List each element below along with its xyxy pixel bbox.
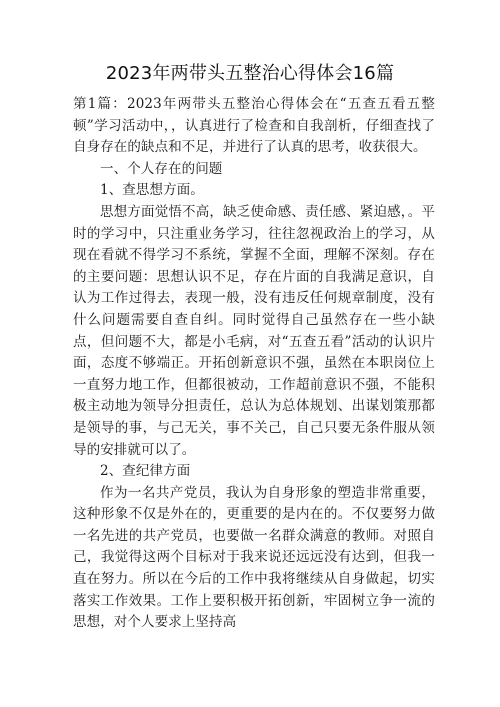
section-heading: 一、个人存在的问题 (100, 160, 223, 177)
body-paragraph: 思想方面觉悟不高，缺乏使命感、责任感、紧迫感，。平时的学习中，只注重业务学习，往往忽视政治上的学习，从现在看就不得学习不系统，掌握不全面，理解不深刻。存在的主要问题：思想认识不足，存在片面的自我满足意识，自认为工作过得去，表现一般，没有违反任何规章制度，没有什么问题需要自查自纠。同时觉得自己虽然存在一些小缺点，但问题不大，都是小毛病，对“五查五看”活动的认识片面，态度不够端正。开拓创新意识不强，虽然在本职岗位上一直努力地工作，但都很被动，工作超前意识不强，不能积极主动地为领导分担责任，总认为总体规划、出谋划策那都是领导的事，与己无关，事不关己，自己只要无条件服从领导的安排就可以了。 (73, 203, 435, 458)
subsection-heading: 1、查思想方面。 (100, 182, 204, 199)
body-paragraph: 作为一名共产党员，我认为自身形象的塑造非常重要，这种形象不仅是外在的，更重要的是内在的。不仅要努力做一名先进的共产党员，也要做一名群众满意的教师。对照自己，我觉得这两个目标对于我来说还远远没有达到，但我一直在努力。所以在今后的工作中我将继续从自身做起，切实落实工作效果。工作上要积极开拓创新，牢固树立争一流的思想，对个人要求上坚持高 (73, 484, 435, 631)
intro-paragraph: 第1篇：2023年两带头五整治心得体会在“五查五看五整顿”学习活动中，，认真进行了检查和自我剖析，仔细查找了自身存在的缺点和不足，并进行了认真的思考，收获很大。 (73, 96, 435, 156)
subsection-heading: 2、查纪律方面 (100, 463, 191, 480)
document-body (73, 94, 435, 634)
document-title: 2023年两带头五整治心得体会16篇 (105, 63, 395, 84)
